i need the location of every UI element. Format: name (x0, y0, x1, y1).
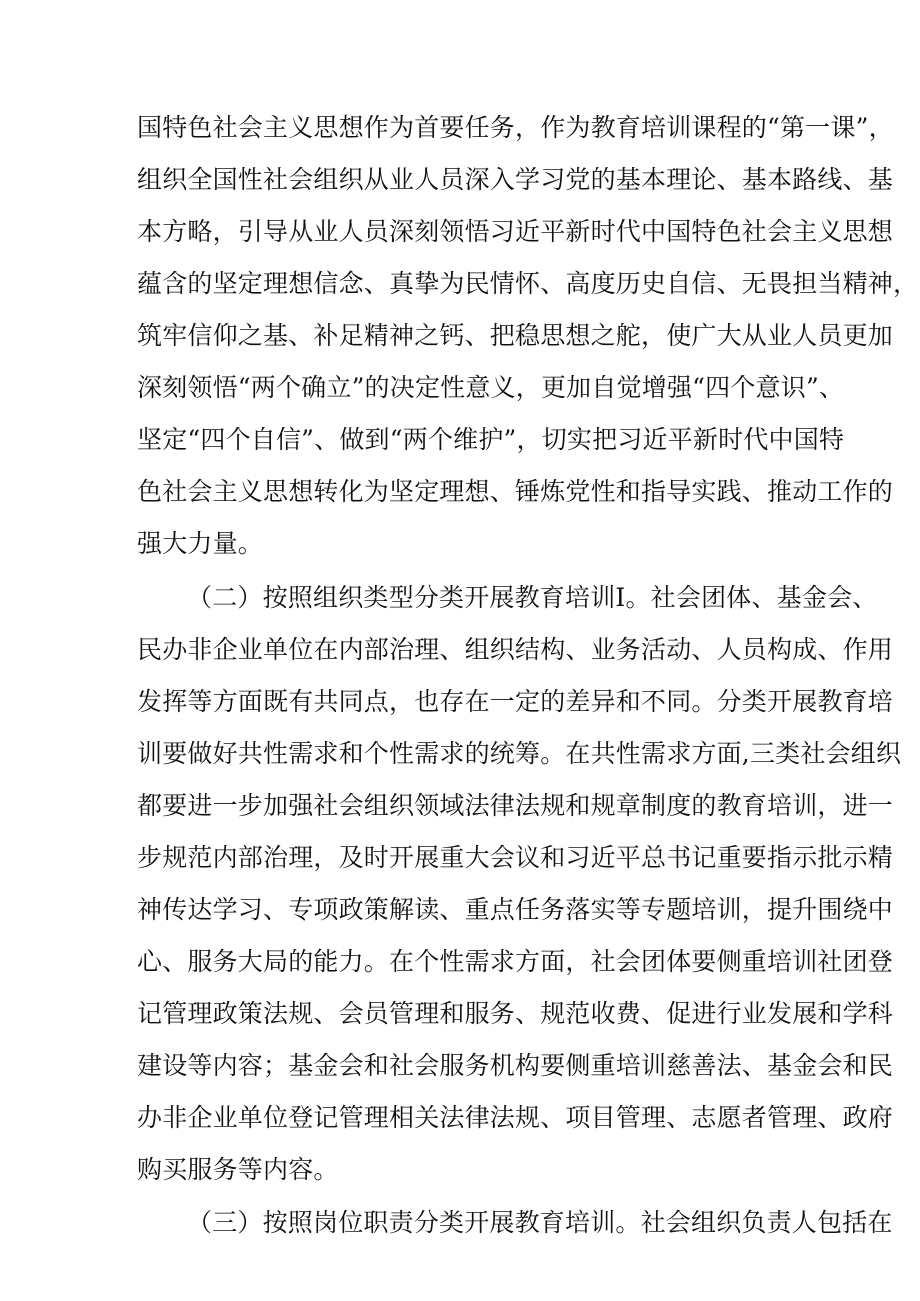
text-line: 强大力量。 (137, 529, 264, 558)
text-line: 办非企业单位登记管理相关法律法规、项目管理、志愿者管理、政府 (137, 1103, 894, 1132)
text-line: 坚定“四个自信”、做到“两个维护”，切实把习近平新时代中国特 (137, 425, 845, 454)
section-heading-line: （三）按照岗位职责分类开展教育培训。社会组织负责人包括在 (187, 1208, 893, 1237)
text-line: 本方略，引导从业人员深刻领悟习近平新时代中国特色社会主义思想 (137, 217, 894, 246)
text-line: 购买服务等内容。 (137, 1155, 339, 1184)
text-line: 建设等内容；基金会和社会服务机构要侧重培训慈善法、基金会和民 (137, 1051, 894, 1080)
text-line: 都要进一步加强社会组织领域法律法规和规章制度的教育培训，进一 (137, 791, 894, 820)
text-line: 民办非企业单位在内部治理、组织结构、业务活动、人员构成、作用 (137, 635, 894, 664)
text-line: 训要做好共性需求和个性需求的统筹。在共性需求方面,三类社会组织 (137, 739, 902, 768)
text-line: 步规范内部治理，及时开展重大会议和习近平总书记重要指示批示精 (137, 843, 894, 872)
text-line: 国特色社会主义思想作为首要任务，作为教育培训课程的“第一课”， (137, 113, 894, 142)
text-line: 色社会主义思想转化为坚定理想、锤炼党性和指导实践、推动工作的 (137, 477, 894, 506)
text-line: 蕴含的坚定理想信念、真挚为民情怀、高度历史自信、无畏担当精神， (137, 269, 919, 298)
text-line: 记管理政策法规、会员管理和服务、规范收费、促进行业发展和学科 (137, 999, 894, 1028)
text-line: 发挥等方面既有共同点，也存在一定的差异和不同。分类开展教育培 (137, 687, 894, 716)
text-line: 心、服务大局的能力。在个性需求方面，社会团体要侧重培训社团登 (137, 947, 894, 976)
text-line: 筑牢信仰之基、补足精神之钙、把稳思想之舵，使广大从业人员更加 (137, 321, 894, 350)
section-heading-line: （二）按照组织类型分类开展教育培训I。社会团体、基金会、 (187, 583, 878, 612)
text-line: 组织全国性社会组织从业人员深入学习党的基本理论、基本路线、基 (137, 165, 894, 194)
text-line: 深刻领悟“两个确立”的决定性意义，更加自觉增强“四个意识”、 (137, 373, 845, 402)
text-line: 神传达学习、专项政策解读、重点任务落实等专题培训，提升围绕中 (137, 895, 894, 924)
